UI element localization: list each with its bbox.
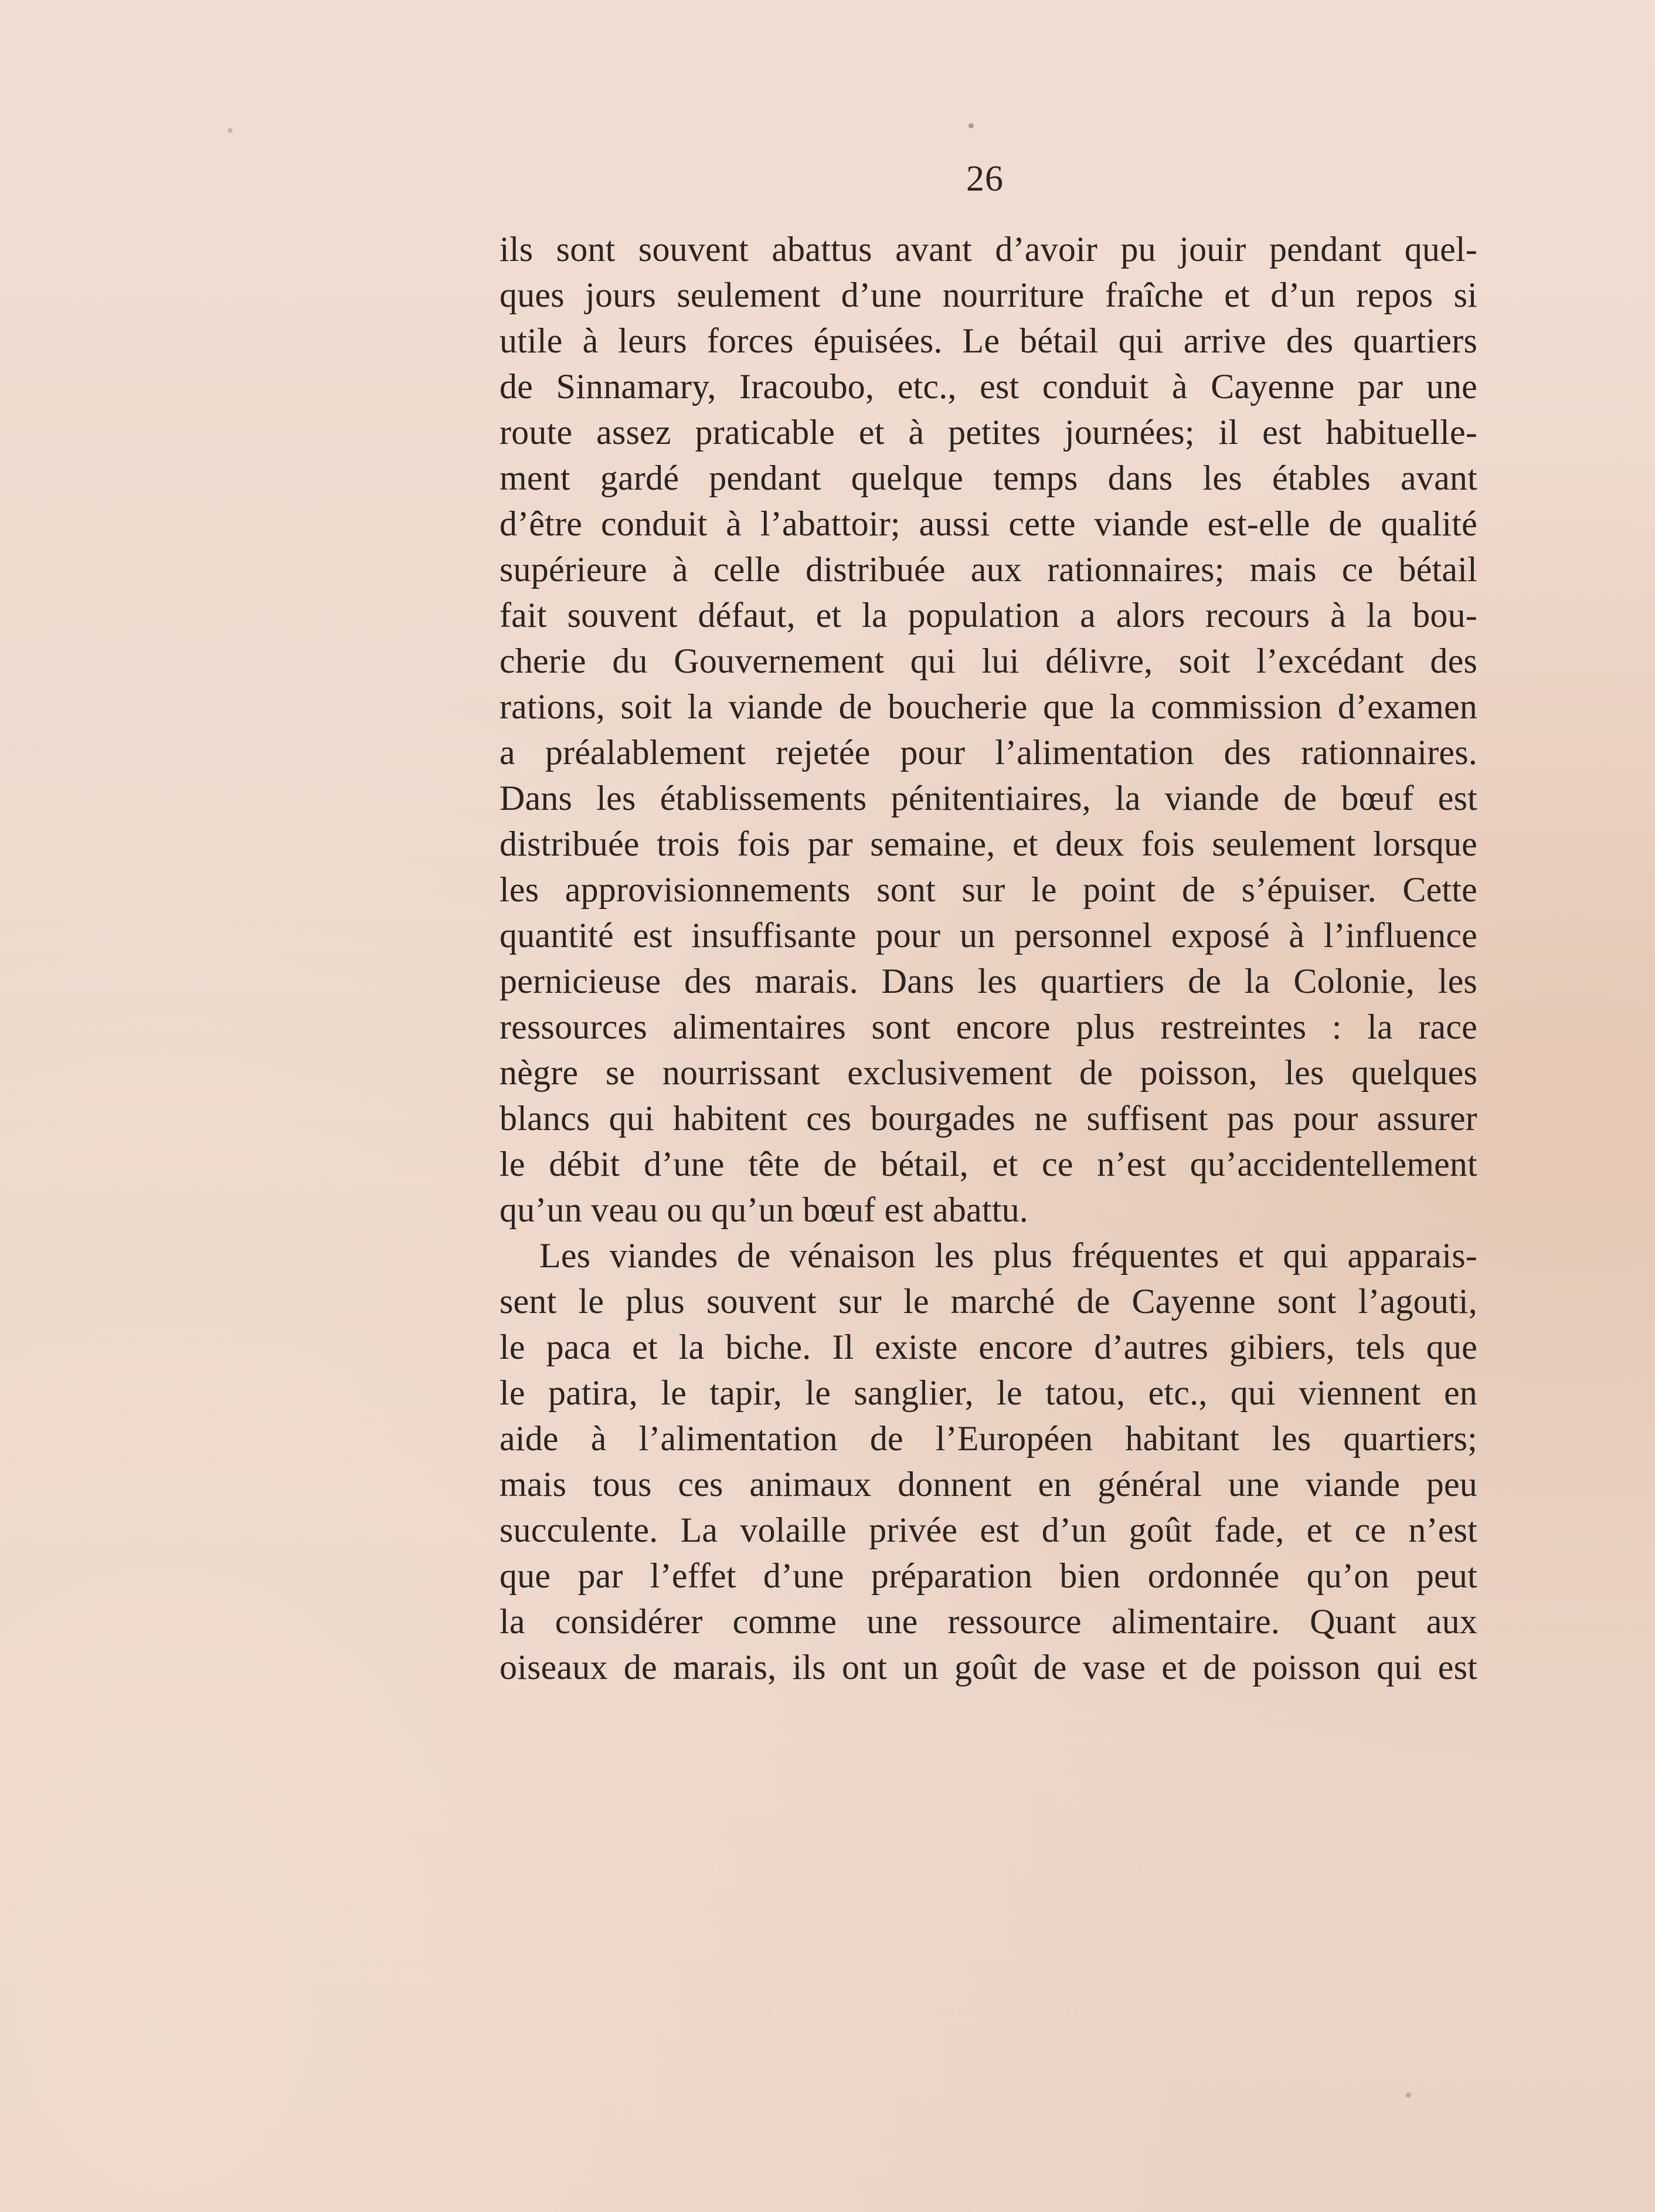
text-line: le paca et la biche. Il existe encore d’autres gibiers, tels que: [499, 1328, 1477, 1366]
ink-speck: [227, 128, 233, 133]
paragraph-1: [499, 226, 1477, 1233]
text-line: aide à l’alimentation de l’Européen habitant les quartiers;: [499, 1419, 1477, 1458]
text-line: mais tous ces animaux donnent en général une viande peu: [499, 1465, 1477, 1504]
text-line: ressources alimentaires sont encore plus restreintes : la race: [499, 1007, 1477, 1046]
text-line: sent le plus souvent sur le marché de Cayenne sont l’agouti,: [499, 1282, 1477, 1321]
text-line: le patira, le tapir, le sanglier, le tatou, etc., qui viennent en: [499, 1373, 1477, 1412]
text-line: ils sont souvent abattus avant d’avoir pu jouir pendant quel-: [499, 230, 1477, 269]
text-line: pernicieuse des marais. Dans les quartiers de la Colonie, les: [499, 962, 1477, 1000]
text-line: rations, soit la viande de boucherie que la commission d’examen: [499, 687, 1477, 726]
text-line: ques jours seulement d’une nourriture fraîche et d’un repos si: [499, 276, 1477, 314]
text-line: distribuée trois fois par semaine, et deux fois seulement lorsque: [499, 825, 1477, 863]
text-line: utile à leurs forces épuisées. Le bétail qui arrive des quartiers: [499, 321, 1477, 360]
text-line: de Sinnamary, Iracoubo, etc., est conduit à Cayenne par une: [499, 367, 1477, 406]
text-line: nègre se nourrissant exclusivement de poisson, les quelques: [499, 1053, 1477, 1092]
text-line: ment gardé pendant quelque temps dans les étables avant: [499, 459, 1477, 497]
text-line: la considérer comme une ressource alimentaire. Quant aux: [499, 1602, 1477, 1641]
text-line: succulente. La volaille privée est d’un goût fade, et ce n’est: [499, 1511, 1477, 1549]
page-number: 26: [966, 159, 1004, 199]
text-line: oiseaux de marais, ils ont un goût de vase et de poisson qui est: [499, 1648, 1477, 1687]
text-line: fait souvent défaut, et la population a alors recours à la bou-: [499, 596, 1477, 635]
text-line: le débit d’une tête de bétail, et ce n’est qu’accidentellement: [499, 1145, 1477, 1183]
text-line: quantité est insuffisante pour un personnel exposé à l’influence: [499, 916, 1477, 955]
text-line: Les viandes de vénaison les plus fréquentes et qui apparais-: [539, 1236, 1477, 1275]
text-line: d’être conduit à l’abattoir; aussi cette viande est-elle de qualité: [499, 504, 1477, 543]
text-line: les approvisionnements sont sur le point de s’épuiser. Cette: [499, 870, 1477, 909]
text-line: Dans les établissements pénitentiaires, la viande de bœuf est: [499, 779, 1477, 817]
text-line: a préalablement rejetée pour l’alimentation des rationnaires.: [499, 733, 1477, 772]
text-line: cherie du Gouvernement qui lui délivre, soit l’excédant des: [499, 642, 1477, 680]
paragraph-2: [499, 1233, 1477, 1690]
text-line: supérieure à celle distribuée aux rationnaires; mais ce bétail: [499, 550, 1477, 589]
text-line: que par l’effet d’une préparation bien ordonnée qu’on peut: [499, 1556, 1477, 1595]
text-line: route assez praticable et à petites journées; il est habituelle-: [499, 413, 1477, 452]
ink-speck: [968, 123, 974, 128]
text-line: blancs qui habitent ces bourgades ne suffisent pas pour assurer: [499, 1099, 1477, 1138]
ink-speck: [1406, 2092, 1411, 2098]
text-line: qu’un veau ou qu’un bœuf est abattu.: [499, 1190, 1028, 1229]
body-text: [499, 226, 1477, 1690]
